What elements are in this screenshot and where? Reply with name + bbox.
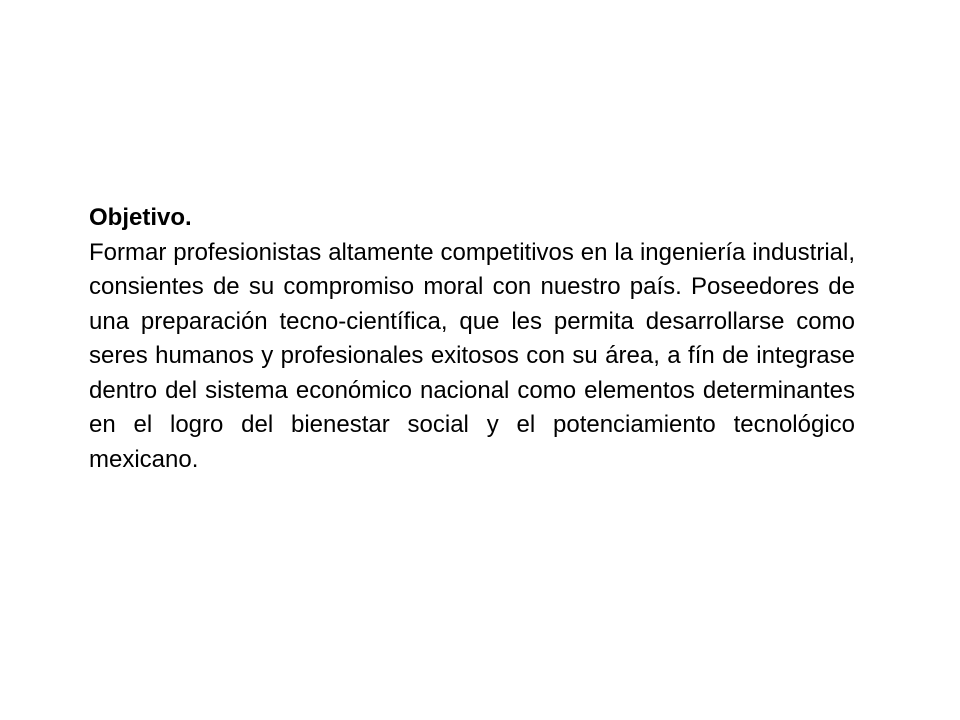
objective-body: Formar profesionistas altamente competitivos en la ingeniería industrial, consientes de su compromiso moral con nuestro país. Poseedores de una preparación tecno-científica, que les permita desarrollarse como seres humanos y profesionales exitosos con su área, a fín de integrase dentro del sistema económico nacional como elementos determinantes en el logro del bienestar social y el potenciamiento tecnológico mexicano.: [89, 238, 855, 473]
objective-heading: Objetivo.: [89, 204, 192, 231]
objective-text-block: [89, 201, 855, 477]
